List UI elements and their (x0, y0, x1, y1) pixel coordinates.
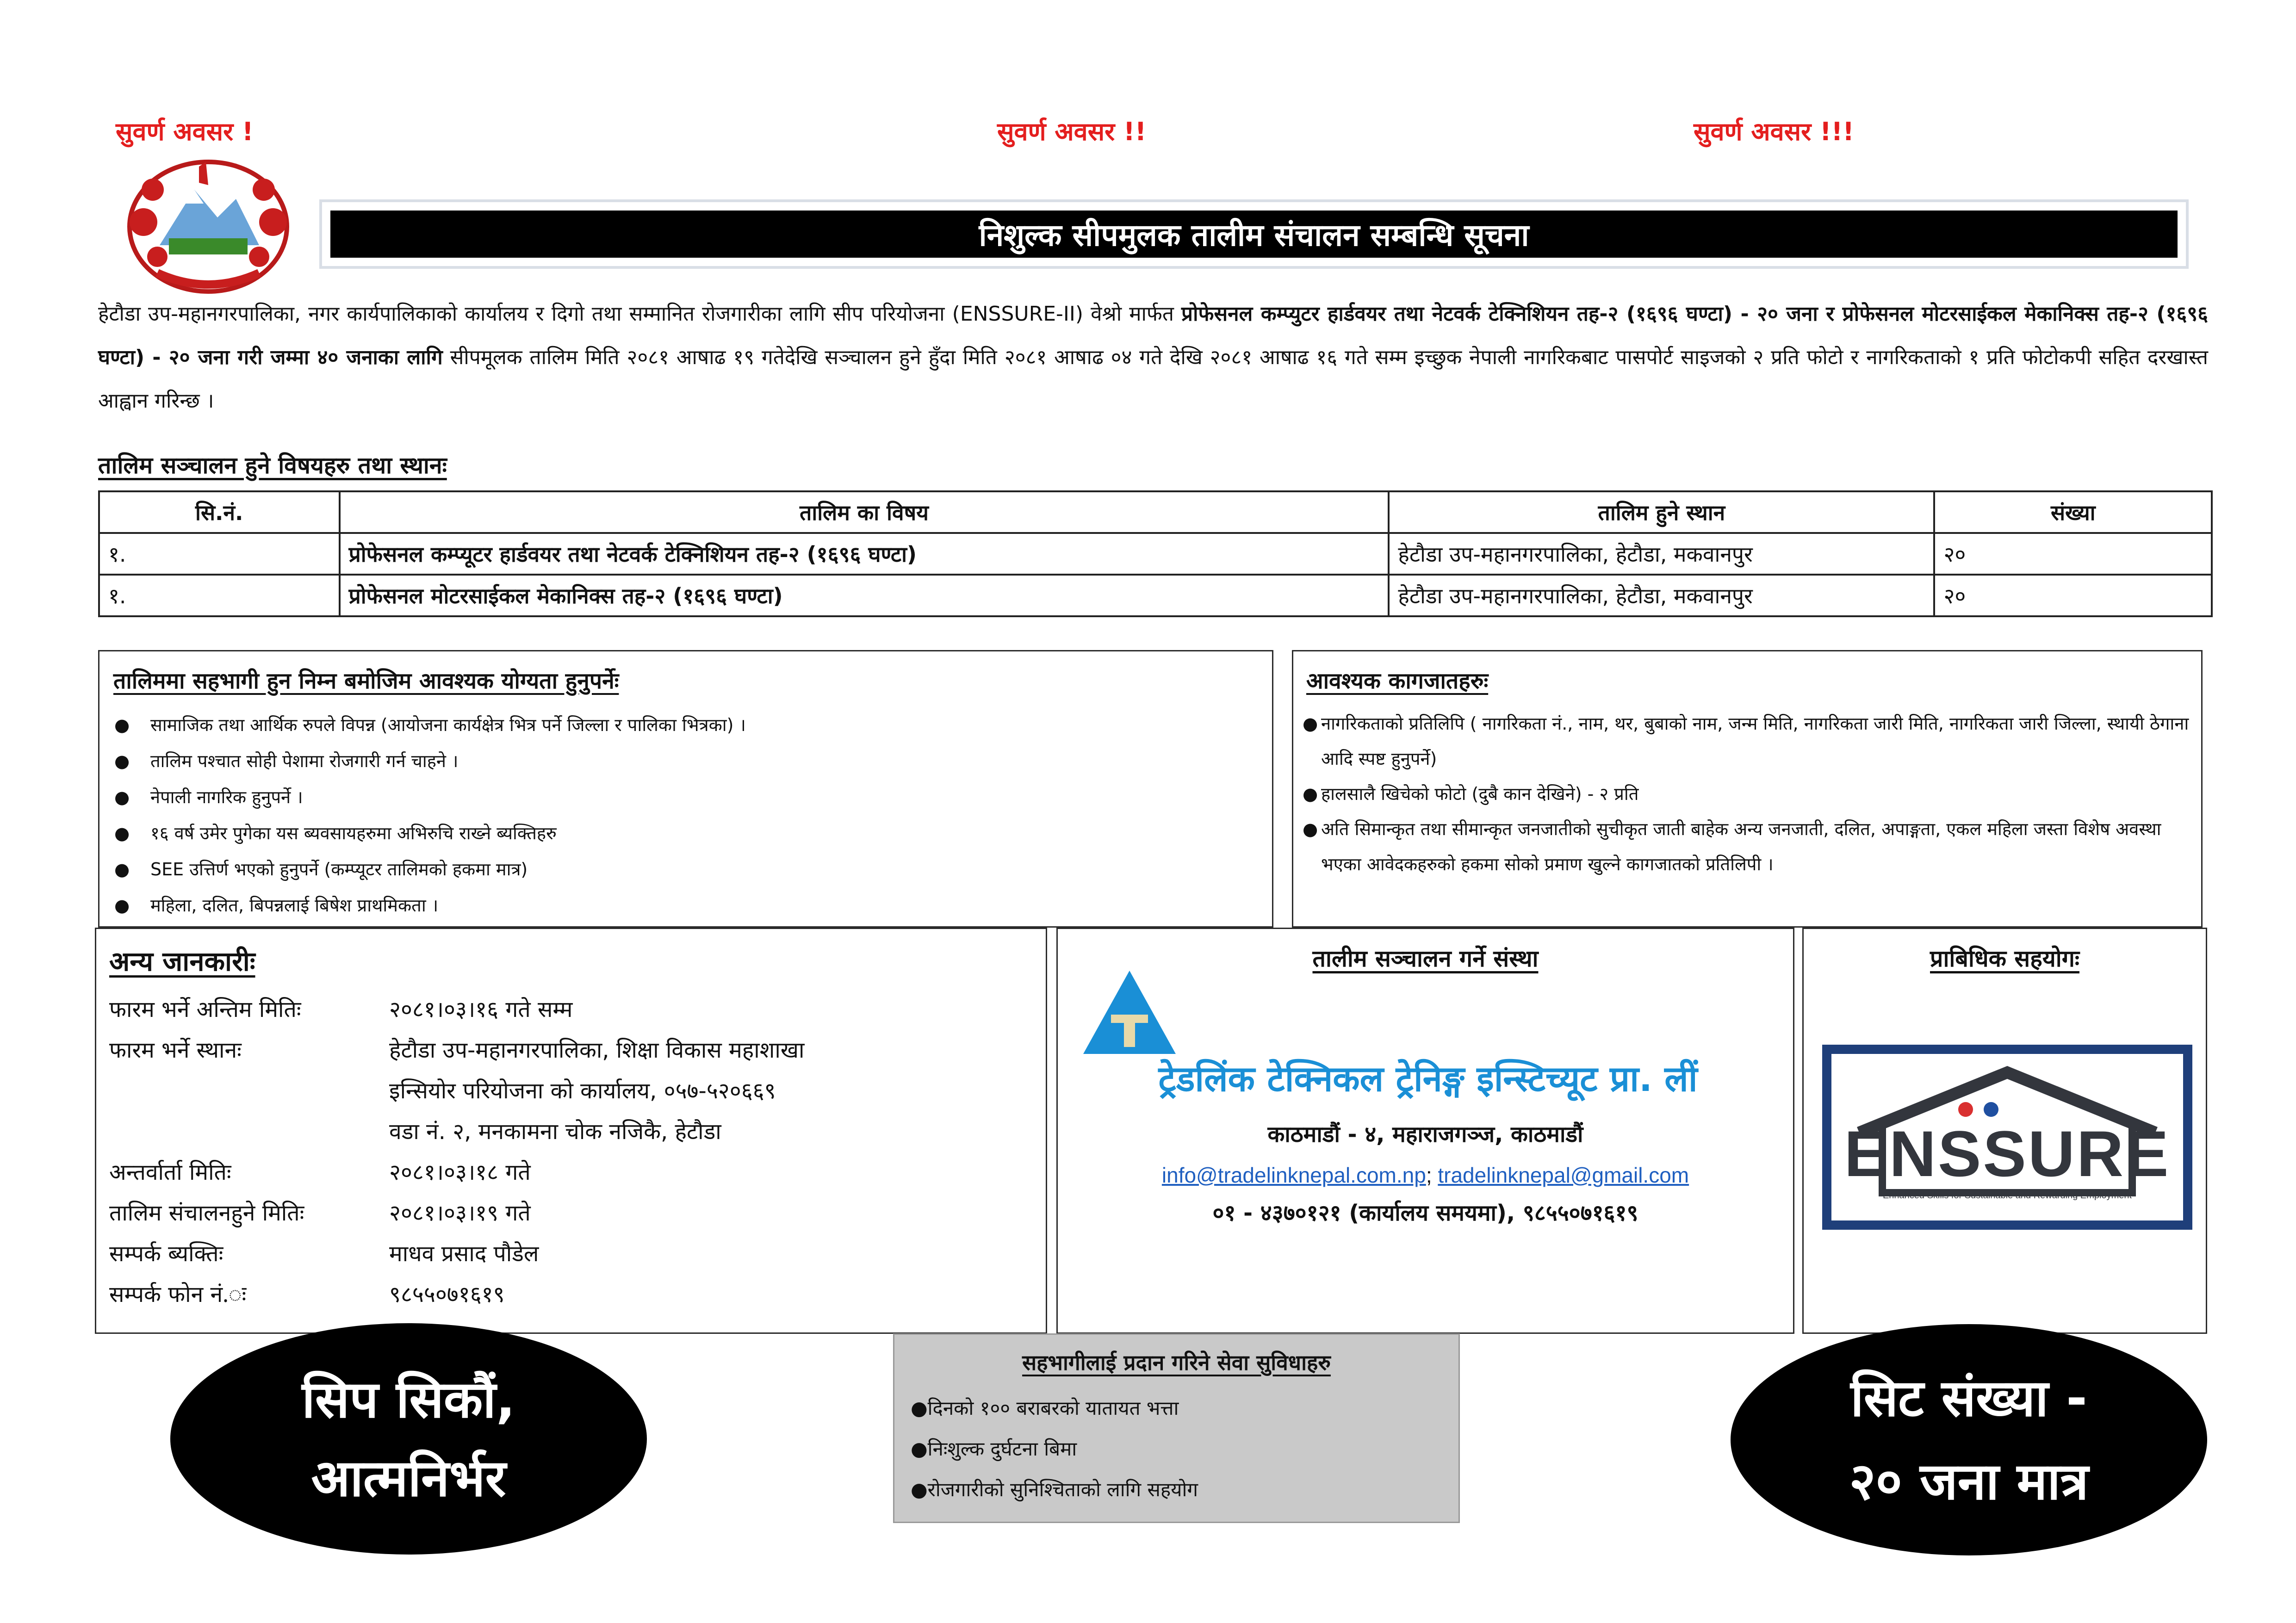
list-item: ● १६ वर्ष उमेर पुगेका यस ब्यवसायहरुमा अभिरुचि राख्ने ब्यक्तिहरु (114, 823, 557, 843)
list-item: ● SEE उत्तिर्ण भएको हुनुपर्ने (कम्प्यूटर तालिमको हकमा मात्र) (114, 859, 528, 880)
cell-sn: १. (99, 575, 340, 616)
list-item: ● तालिम पश्चात सोही पेशामा रोजगारी गर्न चाहने । (114, 751, 459, 771)
email-separator: ; (1426, 1163, 1432, 1187)
table-row (99, 533, 2212, 575)
info-row: फारम भर्ने अन्तिम मितिः २०८१।०३।१६ गते सम्म (109, 997, 573, 1022)
tech-support-title: प्राबिधिक सहयोगः (1930, 945, 2079, 972)
list-item: ● अति सिमान्कृत तथा सीमान्कृत जनजातीको सुचीकृत जाती बाहेक अन्य जनजाती, दलित, अपाङ्गता, एकल महिला जस्ता विशेष अवस्था भएका आवेदकहरुको हकमा सोको प्रमाण खुल्ने कागजातको प्रतिलिपी । (1303, 819, 2161, 874)
other-info-list (109, 989, 804, 1315)
institute-phone: ०१ - ४३७०१२१ (कार्यालय समयमा), ९८५५०७१६१९ (1212, 1200, 1638, 1226)
slogan-line-2: आत्मनिर्भर (311, 1449, 506, 1508)
info-row: सम्पर्क फोन नं.ः ९८५५०७१६१९ (109, 1282, 505, 1307)
info-row: वडा नं. २, मनकामना चोक नजिकै, हेटौडा (389, 1119, 721, 1145)
institute-box (1056, 928, 1794, 1334)
list-item: ●निःशुल्क दुर्घटना बिमा (911, 1437, 1077, 1460)
documents-list (1303, 706, 2191, 882)
slogan-oval (170, 1323, 647, 1555)
enssure-tagline: Enhanced Skills for Sustainable and Rewarding Employment (1882, 1190, 2132, 1201)
intro-text-2: सीपमूलक तालिम मिति २०८१ आषाढ १९ गतेदेखि सञ्चालन हुने हुँदा मिति २०८१ आषाढ ०४ गते देखि २०८१ आषाढ १६ गते सम्म इच्छुक नेपाली नागरिकबाट पासपोर्ट साइजको २ प्रति फोटो र नागरिकताको १ प्रति फोटोकपी सहित दरखास्त आह्वान गरिन्छ । (98, 346, 2208, 413)
list-item: ● हालसालै खिचेको फोटो (दुबै कान देखिने) - २ प्रति (1303, 784, 1639, 804)
other-info-box (95, 928, 1047, 1334)
info-row: इन्सियोर परियोजना को कार्यालय, ०५७-५२०६६९ (389, 1078, 776, 1104)
cell-place: हेटौडा उप-महानगरपालिका, हेटौडा, मकवानपुर (1389, 575, 1934, 616)
institute-name: ट्रेडलिंक टेक्निकल ट्रेनिङ्ग इन्स्टिच्यूट प्रा. लीं (1158, 1058, 1698, 1099)
tagline-center: सुवर्ण अवसर !! (997, 117, 1147, 146)
tech-support-box (1802, 928, 2207, 1334)
email-link-1[interactable]: info@tradelinknepal.com.np (1161, 1163, 1426, 1187)
intro-paragraph (98, 292, 2208, 423)
table-row (99, 575, 2212, 616)
list-item: ● नेपाली नागरिक हुनुपर्ने । (114, 787, 303, 807)
facilities-box (893, 1333, 1460, 1523)
cell-subject: प्रोफेसनल मोटरसाईकल मेकानिक्स तह-२ (१६९६ घण्टा) (340, 575, 1389, 616)
documents-title: आवश्यक कागजातहरुः (1306, 668, 1489, 694)
list-item: ●रोजगारीको सुनिश्चिताको लागि सहयोग (911, 1478, 1198, 1501)
eligibility-box (98, 650, 1273, 928)
subjects-heading: तालिम सञ्चालन हुने विषयहरु तथा स्थानः (98, 452, 447, 479)
list-item: ● सामाजिक तथा आर्थिक रुपले विपन्न (आयोजना कार्यक्षेत्र भित्र पर्ने जिल्ला र पालिका भित्रका) । (114, 715, 746, 735)
list-item: ● नागरिकताको प्रतिलिपि ( नागरिकता नं., नाम, थर, बुबाको नाम, जन्म मिति, नागरिकता जारी मिति, नागरिकता जारी जिल्ला, स्थायी ठेगाना आदि स्पष्ट हुनुपर्ने) (1303, 713, 2189, 769)
documents-box (1292, 650, 2203, 928)
list-item: ●दिनको १०० बराबरको यातायत भत्ता (911, 1397, 1179, 1419)
tagline-left: सुवर्ण अवसर ! (116, 117, 254, 146)
intro-bold: प्रोफेसनल कम्प्युटर हार्डवयर तथा नेटवर्क टेक्निशियन तह-२ (१६९६ घण्टा) - २० जना र प्रोफेसनल मोटरसाईकल मेकानिक्स तह-२ (१६९६ घण्टा) - २० जना गरी जम्मा ४० जनाका लागि (98, 302, 2209, 369)
header-subject: तालिम का विषय (340, 491, 1389, 533)
cell-subject: प्रोफेसनल कम्प्यूटर हार्डवयर तथा नेटवर्क टेक्निशियन तह-२ (१६९६ घण्टा) (340, 533, 1389, 575)
list-item: ● महिला, दलित, बिपन्नलाई बिषेश प्राथमिकता । (114, 895, 439, 916)
cell-sn: १. (99, 533, 340, 575)
cell-place: हेटौडा उप-महानगरपालिका, हेटौडा, मकवानपुर (1389, 533, 1934, 575)
header-count: संख्या (1934, 491, 2212, 533)
facilities-title: सहभागीलाई प्रदान गरिने सेवा सुविधाहरु (1022, 1350, 1331, 1375)
subjects-table (98, 490, 2213, 617)
slogan-line-1: सिप सिकौं, (302, 1370, 515, 1429)
institute-title: तालीम सञ्चालन गर्ने संस्था (1312, 945, 1539, 972)
tradelink-logo-icon (1079, 966, 1180, 1059)
tagline-right: सुवर्ण अवसर !!! (1694, 117, 1854, 146)
notice-banner (319, 199, 2189, 269)
institute-emails (1058, 1163, 1793, 1188)
email-link-2[interactable]: tradelinknepal@gmail.com (1438, 1163, 1689, 1187)
header-place: तालिम हुने स्थान (1389, 491, 1934, 533)
seats-oval (1731, 1324, 2207, 1555)
header-sn: सि.नं. (99, 491, 340, 533)
info-row: अन्तर्वार्ता मितिः २०८१।०३।१८ गते (109, 1159, 531, 1185)
institute-address: काठमाडौं - ४, महाराजगञ्ज, काठमाडौं (1267, 1121, 1583, 1147)
seats-line-1: सिट संख्या - (1850, 1369, 2087, 1428)
facilities-list (911, 1388, 1198, 1510)
eligibility-list (114, 707, 746, 923)
eligibility-title: तालिममा सहभागी हुन निम्न बमोजिम आवश्यक योग्यता हुनुपर्नेः (113, 668, 619, 694)
cell-count: २० (1934, 575, 2212, 616)
intro-text-1: हेटौडा उप-महानगरपालिका, नगर कार्यपालिकाको कार्यालय र दिगो तथा सम्मानित रोजगारीका लागि सीप परियोजना (ENSSURE-II) वेश्रो मार्फत (98, 302, 1182, 326)
notice-title: निशुल्क सीपमुलक तालीम संचालन सम्बन्धि सूचना (330, 211, 2178, 258)
info-row: फारम भर्ने स्थानः हेटौडा उप-महानगरपालिका, शिक्षा विकास महाशाखा (109, 1037, 805, 1063)
table-header-row (99, 491, 2212, 533)
enssure-logo (1822, 1045, 2192, 1230)
cell-count: २० (1934, 533, 2212, 575)
seats-line-2: २० जना मात्र (1849, 1452, 2089, 1511)
other-info-title: अन्य जानकारीः (109, 946, 255, 977)
info-row: सम्पर्क ब्यक्तिः माधव प्रसाद पौडेल (109, 1241, 539, 1267)
info-row: तालिम संचालनहुने मितिः २०८१।०३।१९ गते (109, 1200, 531, 1226)
nepal-emblem (125, 157, 292, 296)
enssure-logo-text: ENSSURE (1844, 1117, 2171, 1190)
